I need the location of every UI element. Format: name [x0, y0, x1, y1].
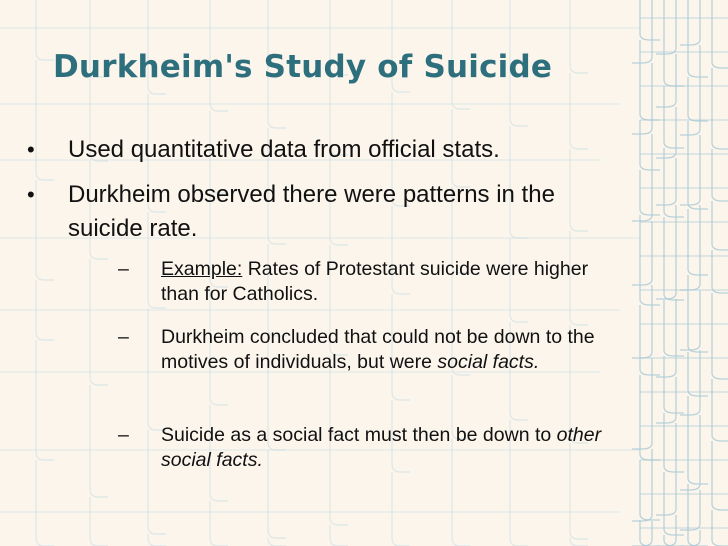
- grid-line: [36, 0, 54, 546]
- sub-bullet-text: [161, 325, 611, 375]
- sub-bullet-text: [161, 423, 611, 473]
- sub-bullet-italic-text: social facts.: [437, 351, 540, 373]
- example-label: Example:: [161, 258, 243, 280]
- grid-line: [712, 0, 728, 546]
- grid-line: [632, 0, 652, 546]
- bullet-dot: •: [27, 137, 35, 162]
- bullet-text: Used quantitative data from official stats.: [68, 136, 500, 163]
- dash-marker: –: [118, 424, 129, 446]
- sub-bullet-text: [161, 257, 611, 307]
- sub-bullet-plain-text: Suicide as a social fact must then be down to: [161, 424, 557, 446]
- grid-line: [640, 0, 660, 546]
- example-text: Rates of Protestant suicide were higher than for Catholics.: [161, 258, 589, 305]
- slide-title: Durkheim's Study of Suicide: [53, 49, 553, 85]
- grid-line: [664, 0, 684, 546]
- grid-line: [656, 0, 676, 546]
- bullet-text: Durkheim observed there were patterns in the suicide rate.: [68, 181, 555, 242]
- sub-bullet-plain-text: Durkheim concluded that could not be down to the motives of individuals, but were: [161, 326, 595, 373]
- dash-marker: –: [118, 258, 129, 280]
- dash-marker: –: [118, 326, 129, 348]
- sub-bullet-italic-text: other social facts.: [161, 424, 602, 471]
- grid-line: [688, 0, 708, 546]
- bullet-dot: •: [27, 182, 35, 207]
